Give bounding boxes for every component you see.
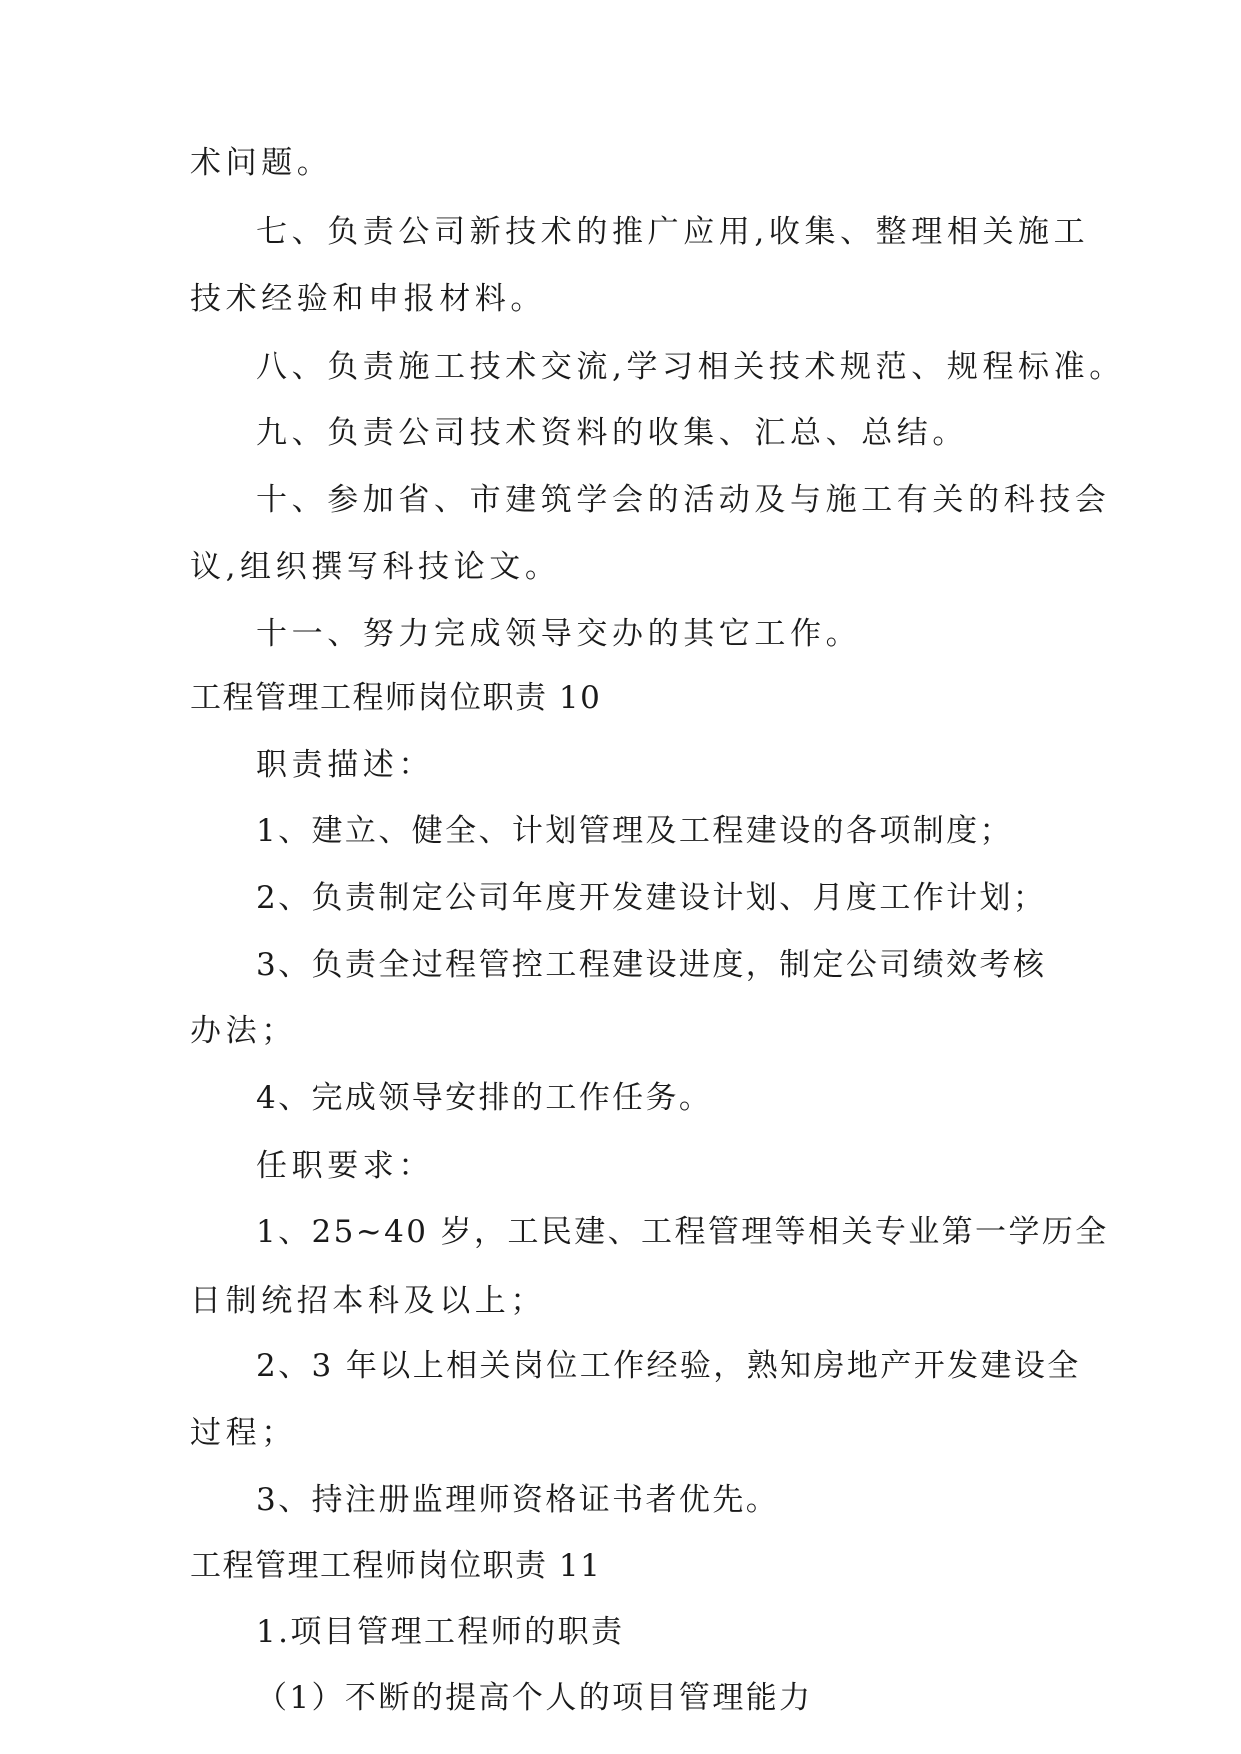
paragraph-line: 技术经验和申报材料。 — [190, 281, 546, 317]
list-item: 3、负责全过程管控工程建设进度，制定公司绩效考核 — [256, 947, 1047, 983]
list-item: 3、持注册监理师资格证书者优先。 — [256, 1482, 780, 1518]
paragraph-line: 八、负责施工技术交流,学习相关技术规范、规程标准。 — [256, 349, 1125, 385]
paragraph-line: 九、负责公司技术资料的收集、汇总、总结。 — [256, 415, 968, 451]
paragraph-line: 十一、努力完成领导交办的其它工作。 — [256, 616, 862, 652]
section-heading: 工程管理工程师岗位职责 11 — [190, 1548, 602, 1584]
paragraph-line: 议,组织撰写科技论文。 — [190, 549, 561, 585]
list-item-continuation: 办法； — [190, 1013, 297, 1049]
list-item: 1、25~40 岁，工民建、工程管理等相关专业第一学历全 — [256, 1214, 1109, 1250]
list-item-continuation: 过程； — [190, 1415, 297, 1451]
subheading-line: 任职要求： — [256, 1148, 434, 1184]
section-heading: 工程管理工程师岗位职责 10 — [190, 680, 602, 716]
list-item: （1）不断的提高个人的项目管理能力 — [256, 1680, 813, 1716]
list-item: 2、负责制定公司年度开发建设计划、月度工作计划； — [256, 880, 1047, 916]
list-item: 2、3 年以上相关岗位工作经验，熟知房地产开发建设全 — [256, 1348, 1081, 1384]
list-item-continuation: 日制统招本科及以上； — [190, 1283, 546, 1319]
list-item: 1、建立、健全、计划管理及工程建设的各项制度； — [256, 813, 1013, 849]
paragraph-line: 术问题。 — [190, 145, 333, 181]
subheading-line: 职责描述： — [256, 747, 434, 783]
paragraph-line: 十、参加省、市建筑学会的活动及与施工有关的科技会 — [256, 482, 1111, 518]
paragraph-line: 七、负责公司新技术的推广应用,收集、整理相关施工 — [256, 214, 1090, 250]
list-item: 4、完成领导安排的工作任务。 — [256, 1080, 713, 1116]
subheading-line: 1.项目管理工程师的职责 — [256, 1614, 625, 1650]
